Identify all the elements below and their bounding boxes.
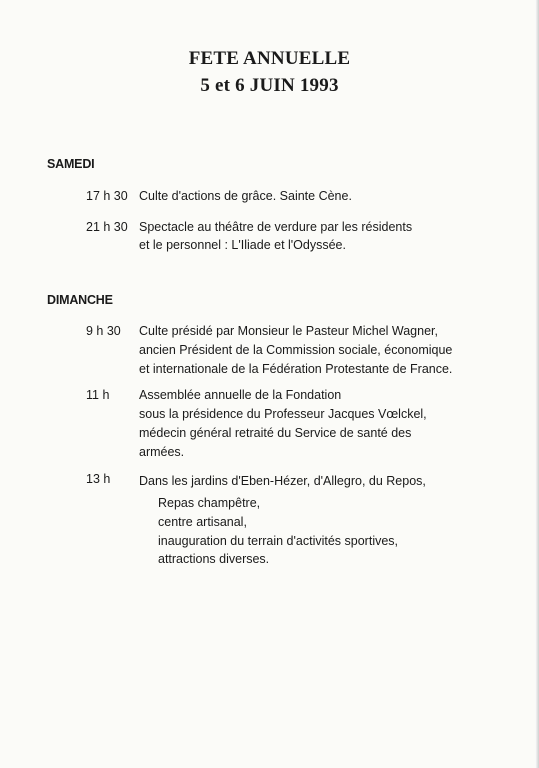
event-description: armées. (139, 445, 185, 459)
event-description: Culte d'actions de grâce. Sainte Cène. (139, 189, 352, 203)
event-description: ancien Président de la Commission sociale, économique (139, 343, 453, 357)
event-subitem: inauguration du terrain d'activités sportives, (158, 534, 399, 548)
event-time: 9 h 30 (86, 324, 121, 338)
event-time: 11 h (86, 388, 110, 402)
section-heading-dimanche: DIMANCHE (47, 293, 113, 307)
page-title: FETE ANNUELLE (188, 48, 351, 69)
event-time: 13 h (86, 472, 111, 486)
section-heading-samedi: SAMEDI (47, 157, 95, 171)
event-subitem: centre artisanal, (158, 515, 247, 529)
event-description: Assemblée annuelle de la Fondation (139, 388, 342, 402)
event-description: Culte présidé par Monsieur le Pasteur Michel Wagner, (139, 324, 438, 338)
page-subtitle-dates: 5 et 6 JUIN 1993 (200, 75, 339, 96)
event-description: Spectacle au théâtre de verdure par les résidents (139, 220, 413, 234)
event-subitem: Repas champêtre, (158, 496, 261, 510)
event-description: Dans les jardins d'Eben-Hézer, d'Allegro, du Repos, (139, 474, 426, 488)
event-description: et le personnel : L'Iliade et l'Odyssée. (139, 238, 346, 252)
event-description: et internationale de la Fédération Protestante de France. (139, 362, 453, 376)
page-edge-shadow (535, 0, 539, 768)
event-description: sous la présidence du Professeur Jacques Vœlckel, (139, 407, 427, 421)
event-subitem: attractions diverses. (158, 552, 270, 566)
event-description: médecin général retraité du Service de santé des (139, 426, 412, 440)
event-time: 17 h 30 (86, 189, 128, 203)
event-time: 21 h 30 (86, 220, 128, 234)
